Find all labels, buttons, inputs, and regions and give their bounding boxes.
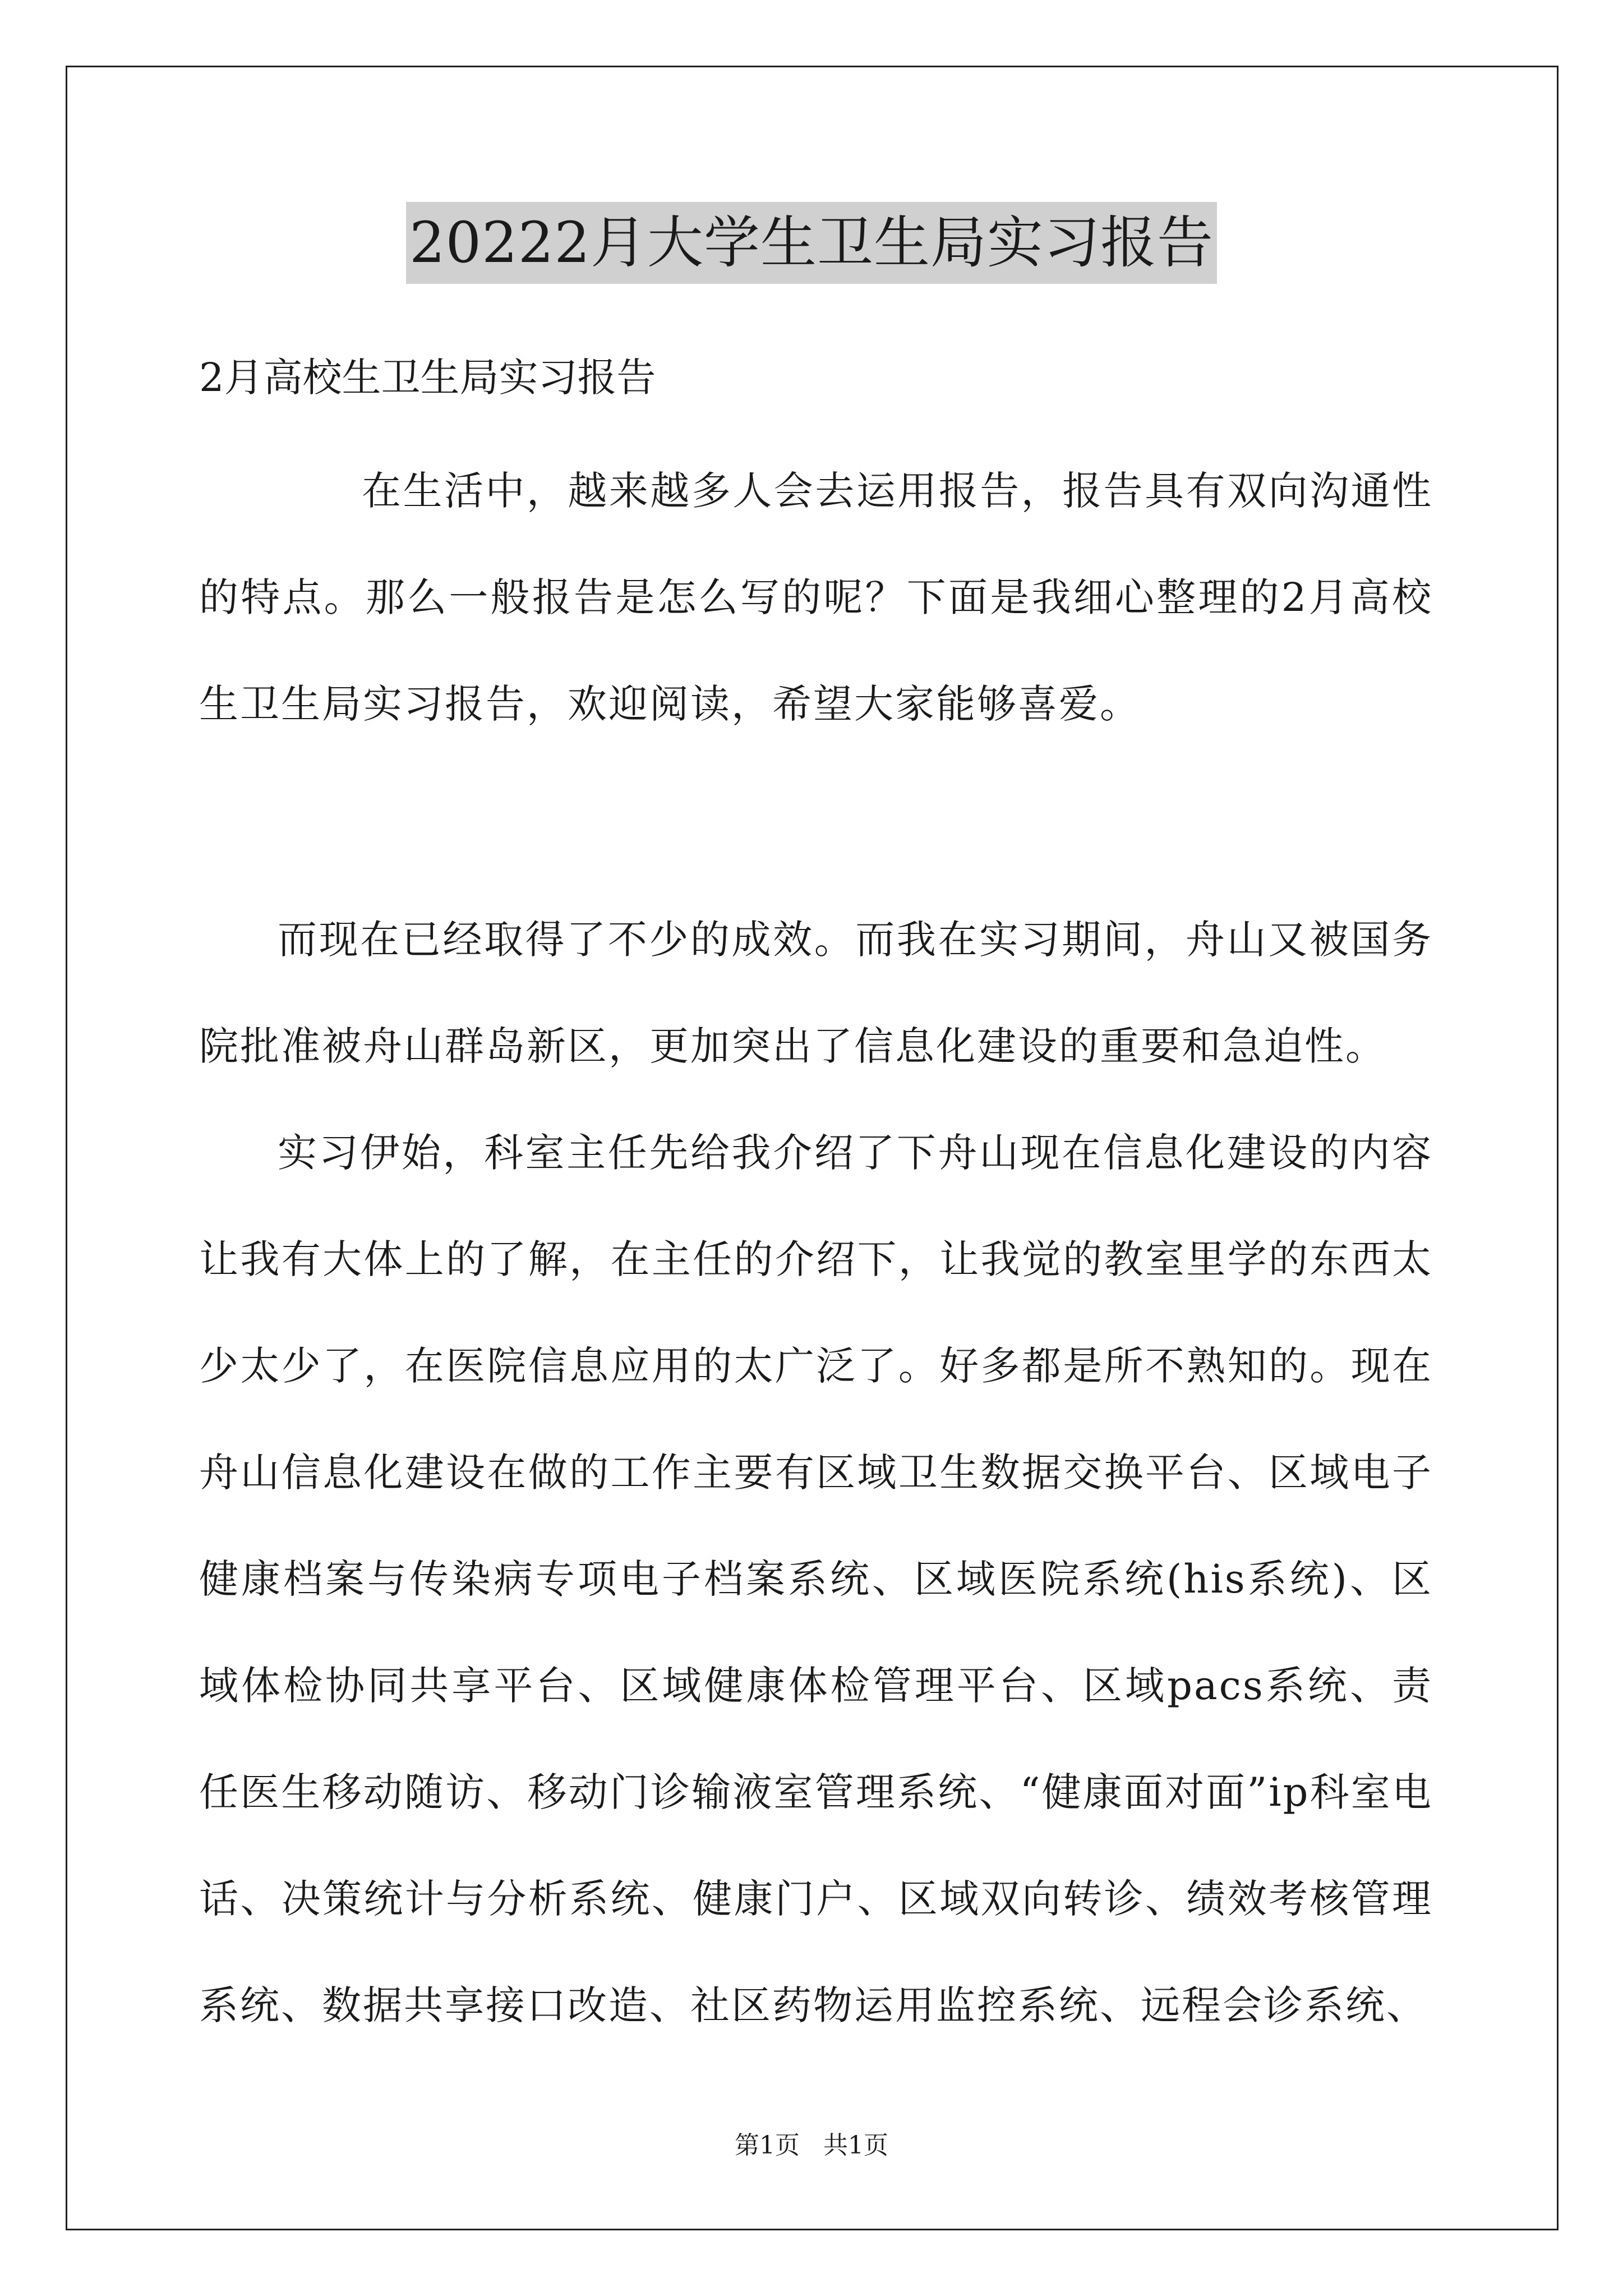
intro-paragraph: 在生活中，越来越多人会去运用报告，报告具有双向沟通性的特点。那么一般报告是怎么写的呢？下面是我细心整理的2月高校生卫生局实习报告，欢迎阅读，希望大家能够喜爱。 (199, 468, 1433, 727)
body-paragraph-2: 实习伊始，科室主任先给我介绍了下舟山现在信息化建设的内容让我有大体上的了解，在主任的介绍下，让我觉的教室里学的东西太少太少了，在医院信息应用的太广泛了。好多都是所不熟知的。现在舟山信息化建设在做的工作主要有区域卫生数据交换平台、区域电子健康档案与传染病专项电子档案系统、区域医院系统(his系统)、区域体检协同共享平台、区域健康体检管理平台、区域pacs系统、责任医生移动随访、移动门诊输液室管理系统、“健康面对面”ip科室电话、决策统计与分析系统、健康门户、区域双向转诊、绩效考核管理系统、数据共享接口改造、社区药物运用监控系统、远程会诊系统、 (199, 1130, 1433, 2028)
page-footer: 第1页 共1页 (735, 2131, 888, 2160)
document-subtitle: 2月高校生卫生局实习报告 (199, 355, 656, 401)
title-container (0, 202, 1623, 284)
document-title: 20222月大学生卫生局实习报告 (406, 202, 1217, 284)
body-paragraph-1: 而现在已经取得了不少的成效。而我在实习期间，舟山又被国务院批准被舟山群岛新区，更加突出了信息化建设的重要和急迫性。 (199, 917, 1433, 1069)
